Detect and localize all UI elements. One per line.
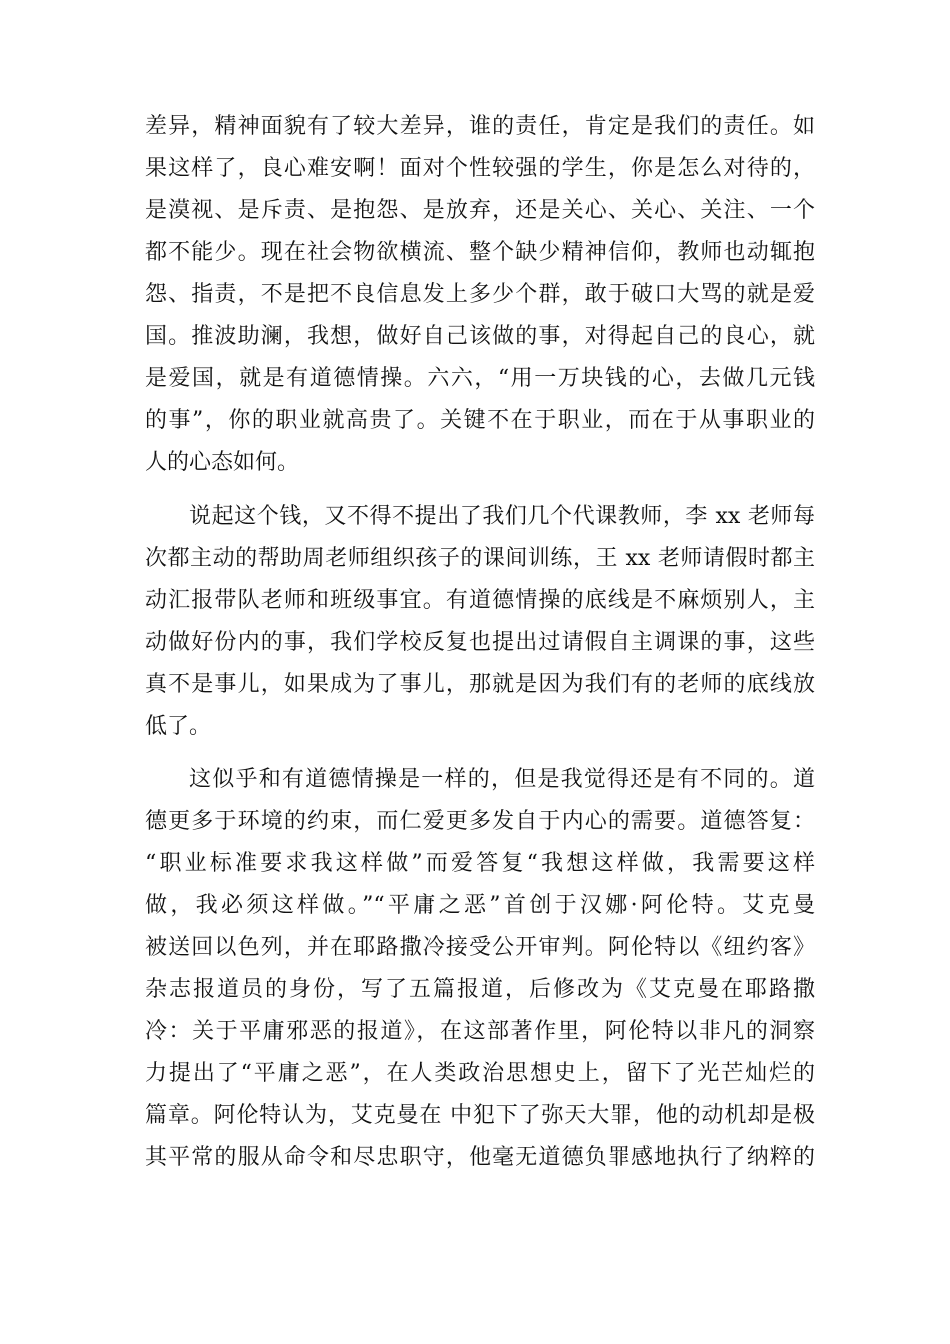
text-line: 果这样了，良心难安啊！面对个性较强的学生，你是怎么对待的， xyxy=(145,156,815,181)
text-line: 国。推波助澜，我想，做好自己该做的事，对得起自己的良心，就 xyxy=(145,324,815,349)
text-line: 人的心态如何。 xyxy=(145,450,300,475)
text-line: 冷：关于平庸邪恶的报道》，在这部著作里，阿伦特以非凡的洞察 xyxy=(145,1019,815,1044)
text-line: 次都主动的帮助周老师组织孩子的课间训练，王 xx 老师请假时都主 xyxy=(145,546,815,571)
text-line: 其平常的服从命令和尽忠职守，他毫无道德负罪感地执行了纳粹的 xyxy=(145,1145,815,1170)
text-line: 动汇报带队老师和班级事宜。有道德情操的底线是不麻烦别人，主 xyxy=(145,588,815,613)
text-line: 力提出了“平庸之恶”，在人类政治思想史上，留下了光芒灿烂的 xyxy=(145,1061,815,1086)
text-line: 德更多于环境的约束，而仁爱更多发自于内心的需要。道德答复： xyxy=(145,809,815,834)
text-line: 是爱国，就是有道德情操。六六，“用一万块钱的心，去做几元钱 xyxy=(145,366,815,391)
text-line: 是漠视、是斥责、是抱怨、是放弃，还是关心、关心、关注、一个 xyxy=(145,198,815,223)
text-line: 被送回以色列，并在耶路撒冷接受公开审判。阿伦特以《纽约客》 xyxy=(145,935,815,960)
text-line: 的事”，你的职业就高贵了。关键不在于职业，而在于从事职业的 xyxy=(145,408,815,433)
text-line: 差异，精神面貌有了较大差异，谁的责任，肯定是我们的责任。如 xyxy=(145,114,815,139)
text-line: 真不是事儿，如果成为了事儿，那就是因为我们有的老师的底线放 xyxy=(145,672,815,697)
text-line: 怨、指责，不是把不良信息发上多少个群，敢于破口大骂的就是爱 xyxy=(145,282,815,307)
text-line: 篇章。阿伦特认为，艾克曼在 中犯下了弥天大罪，他的动机却是极 xyxy=(145,1103,815,1128)
text-line: 低了。 xyxy=(145,714,212,739)
text-line: 动做好份内的事，我们学校反复也提出过请假自主调课的事，这些 xyxy=(145,630,815,655)
text-line: 说起这个钱，又不得不提出了我们几个代课教师，李 xx 老师每 xyxy=(189,504,815,529)
text-line: 都不能少。现在社会物欲横流、整个缺少精神信仰，教师也动辄抱 xyxy=(145,240,815,265)
text-line: 这似乎和有道德情操是一样的，但是我觉得还是有不同的。道 xyxy=(189,767,815,792)
text-line: “职业标准要求我这样做”而爱答复“我想这样做，我需要这样 xyxy=(145,851,815,876)
text-line: 做，我必须这样做。”“平庸之恶”首创于汉娜·阿伦特。艾克曼 xyxy=(145,893,815,918)
text-line: 杂志报道员的身份，写了五篇报道，后修改为《艾克曼在耶路撒 xyxy=(145,977,815,1002)
